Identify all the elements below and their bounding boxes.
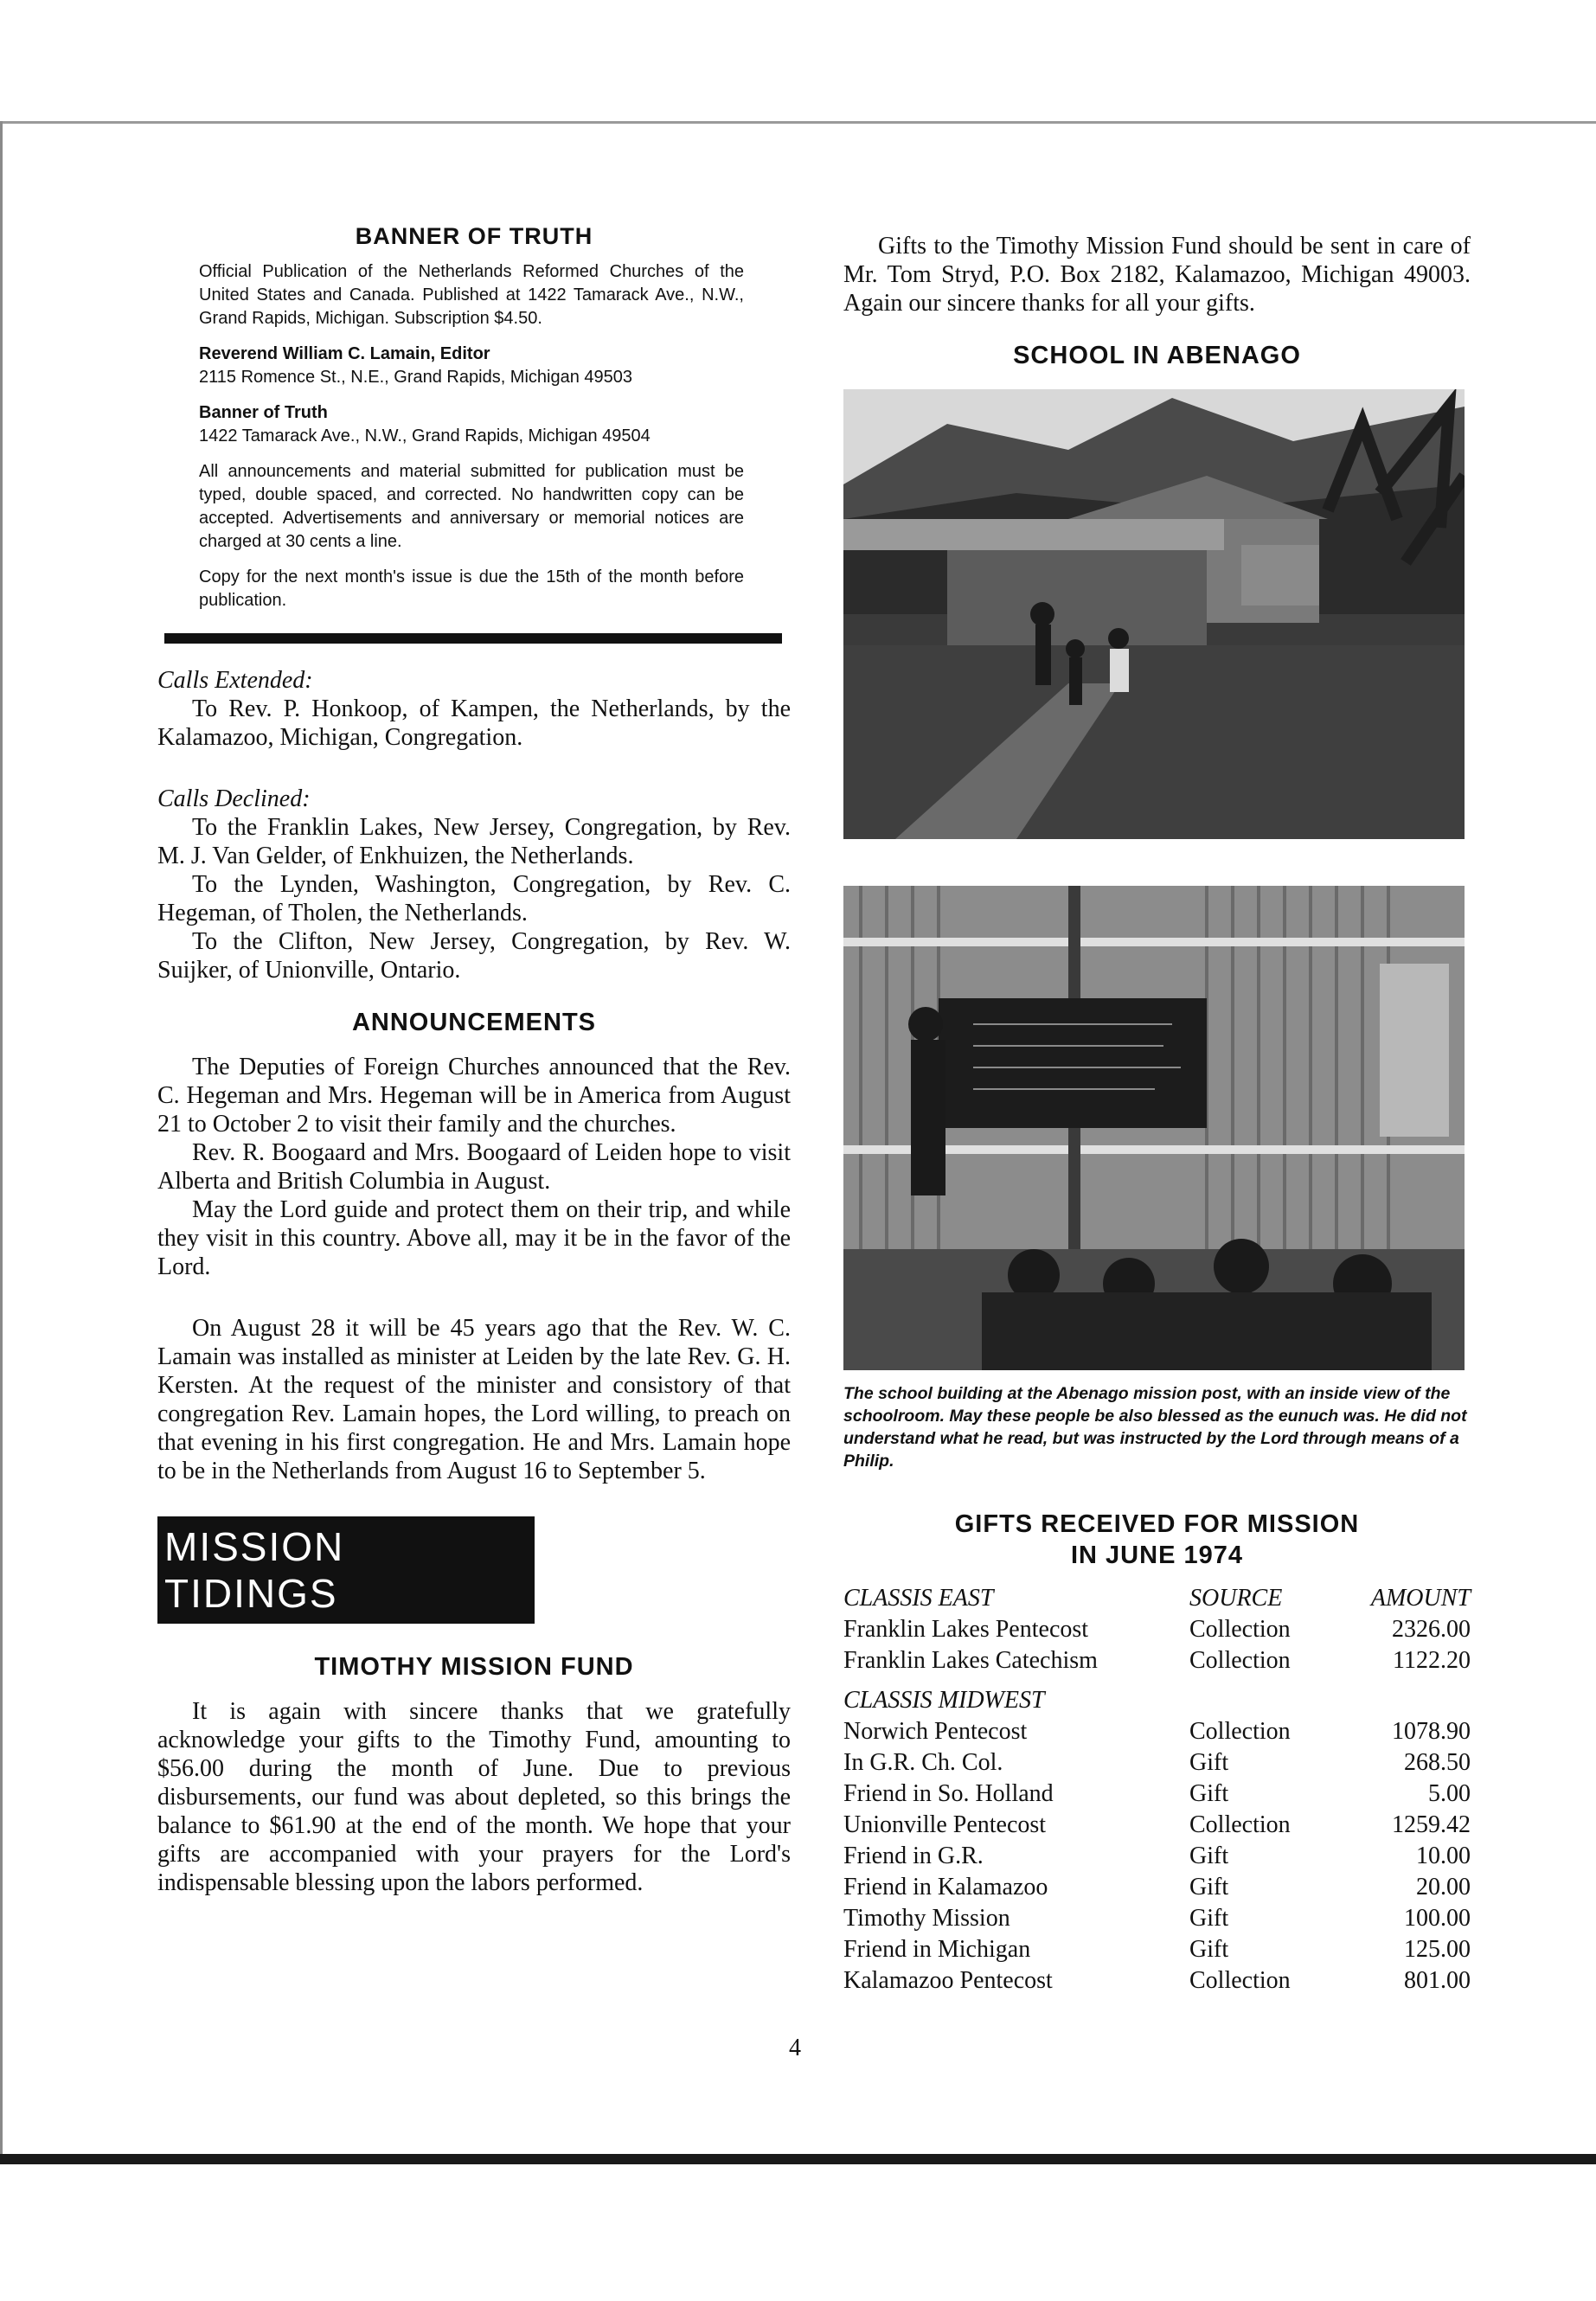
school-heading: SCHOOL IN ABENAGO xyxy=(1013,342,1301,369)
gift-source: Gift xyxy=(1189,1874,1229,1900)
masthead-title: BANNER OF TRUTH xyxy=(355,223,593,249)
header-source: SOURCE xyxy=(1189,1585,1283,1612)
gift-amount: 1259.42 xyxy=(1392,1811,1471,1838)
gift-amount: 5.00 xyxy=(1428,1780,1471,1807)
left-column xyxy=(157,223,791,1897)
gift-source: Collection xyxy=(1189,1811,1291,1838)
table-row xyxy=(843,1872,1471,1903)
calls-declined-heading: Calls Declined: xyxy=(157,785,311,812)
announcement-paragraph: The Deputies of Foreign Churches announced that the Rev. C. Hegeman and Mrs. Hegeman will be in America from August 21 to October 2 to visit their family and the churches. xyxy=(157,1054,791,1138)
announcement-paragraph: Rev. R. Boogaard and Mrs. Boogaard of Leiden hope to visit Alberta and British Columbia in August. xyxy=(157,1139,791,1195)
gift-name: Norwich Pentecost xyxy=(843,1718,1028,1745)
timothy-fund-paragraph: It is again with sincere thanks that we gratefully acknowledge your gifts to the Timothy Fund, amounting to $56.00 during the month of June. Due to previous disbursements, our fund was about depleted, so this brings the balance to $61.90 at the end of the month. We hope that your gifts are accompanied with your prayers for the Lord's indispensable blessing upon the labors performed. xyxy=(157,1698,791,1896)
gifts-midwest-header xyxy=(843,1685,1471,1716)
header-classis-east: CLASSIS EAST xyxy=(843,1585,994,1612)
gift-source: Collection xyxy=(1189,1967,1291,1994)
gifts-title xyxy=(843,1509,1471,1571)
announcements-heading: ANNOUNCEMENTS xyxy=(351,1009,597,1036)
gift-amount: 1122.20 xyxy=(1393,1647,1471,1674)
office-name: Banner of Truth xyxy=(199,403,328,422)
calls-extended-item: To Rev. P. Honkoop, of Kampen, the Netherlands, by the Kalamazoo, Michigan, Congregation. xyxy=(157,695,791,751)
table-row xyxy=(843,1614,1471,1645)
schoolroom-image xyxy=(843,886,1465,1370)
gift-name: In G.R. Ch. Col. xyxy=(843,1749,1003,1776)
table-row xyxy=(843,1810,1471,1841)
school-building-image xyxy=(843,389,1465,839)
announcement-paragraph: On August 28 it will be 45 years ago that the Rev. W. C. Lamain was installed as minister at Leiden by the late Rev. G. H. Kersten. At the request of the minister and consistory of that congregation Rev. Lamain hopes, the Lord willing, to preach on that evening in his first congregation. He and Mrs. Lamain hope to be in the Netherlands from August 16 to September 5. xyxy=(157,1315,791,1484)
gift-name: Franklin Lakes Catechism xyxy=(843,1647,1098,1674)
gifts-title-line1: GIFTS RECEIVED FOR MISSION xyxy=(954,1510,1360,1538)
editor-address: 2115 Romence St., N.E., Grand Rapids, Michigan 49503 xyxy=(199,368,633,387)
header-amount: AMOUNT xyxy=(1370,1585,1471,1612)
page-top-border xyxy=(0,121,1596,124)
gift-amount: 1078.90 xyxy=(1392,1718,1471,1745)
gift-source: Collection xyxy=(1189,1616,1291,1643)
gift-name: Unionville Pentecost xyxy=(843,1811,1047,1838)
header-classis-midwest: CLASSIS MIDWEST xyxy=(843,1687,1045,1714)
calls-declined-item: To the Clifton, New Jersey, Congregation, by Rev. W. Suijker, of Unionville, Ontario. xyxy=(157,928,791,984)
gift-amount: 100.00 xyxy=(1404,1905,1471,1932)
table-row xyxy=(843,1903,1471,1934)
gifts-table xyxy=(843,1583,1471,1997)
gift-source: Collection xyxy=(1189,1647,1291,1674)
calls-declined-item: To the Franklin Lakes, New Jersey, Congregation, by Rev. M. J. Van Gelder, of Enkhuizen, the Netherlands. xyxy=(157,814,791,869)
right-column xyxy=(843,232,1471,1997)
gifts-table-header xyxy=(843,1583,1471,1614)
gift-name: Friend in Kalamazoo xyxy=(843,1874,1048,1900)
page-left-border xyxy=(0,121,3,2163)
office-address: 1422 Tamarack Ave., N.W., Grand Rapids, Michigan 49504 xyxy=(199,426,651,445)
table-row xyxy=(843,1747,1471,1779)
table-row xyxy=(843,1779,1471,1810)
gift-name: Friend in Michigan xyxy=(843,1936,1031,1963)
deadline-note: Copy for the next month's issue is due the 15th of the month before publication. xyxy=(199,567,744,610)
gift-name: Kalamazoo Pentecost xyxy=(843,1967,1053,1994)
table-row xyxy=(843,1645,1471,1676)
page-bottom-border xyxy=(0,2154,1596,2164)
calls-declined-item: To the Lynden, Washington, Congregation, by Rev. C. Hegeman, of Tholen, the Netherlands. xyxy=(157,871,791,926)
editor-name: Reverend William C. Lamain, Editor xyxy=(199,344,490,363)
gift-amount: 125.00 xyxy=(1404,1936,1471,1963)
mission-tidings-banner: MISSION TIDINGS xyxy=(157,1516,535,1624)
gift-name: Friend in G.R. xyxy=(843,1843,984,1869)
timothy-fund-heading: TIMOTHY MISSION FUND xyxy=(314,1653,634,1681)
school-photo-caption: The school building at the Abenago mission post, with an inside view of the schoolroom. May these people be also blessed as the eunuch was. He did not understand what he read, but was instructed by the Lord through means of a Philip. xyxy=(843,1384,1467,1471)
gifts-title-line2: IN JUNE 1974 xyxy=(1071,1541,1243,1569)
table-row xyxy=(843,1716,1471,1747)
masthead-description: Official Publication of the Netherlands Reformed Churches of the United States and Canada. Published at 1422 Tamarack Ave., N.W., Grand Rapids, Michigan. Subscription $4.50. xyxy=(199,262,744,328)
gift-name: Franklin Lakes Pentecost xyxy=(843,1616,1089,1643)
school-building-photo xyxy=(843,389,1465,839)
announcement-paragraph: May the Lord guide and protect them on their trip, and while they visit in this country. Above all, may it be in the favor of the Lord. xyxy=(157,1196,791,1280)
table-row xyxy=(843,1841,1471,1872)
timothy-fund-continued: Gifts to the Timothy Mission Fund should be sent in care of Mr. Tom Stryd, P.O. Box 2182, Kalamazoo, Michigan 49003. Again our sincere thanks for all your gifts. xyxy=(843,233,1471,317)
masthead-editor xyxy=(199,343,744,389)
gift-source: Gift xyxy=(1189,1843,1229,1869)
schoolroom-photo xyxy=(843,886,1465,1370)
gift-name: Timothy Mission xyxy=(843,1905,1010,1932)
calls-extended-heading: Calls Extended: xyxy=(157,667,313,694)
masthead-divider xyxy=(164,633,782,644)
gift-source: Gift xyxy=(1189,1936,1229,1963)
page-number: 4 xyxy=(789,2035,801,2061)
table-row xyxy=(843,1934,1471,1965)
gift-amount: 10.00 xyxy=(1416,1843,1471,1869)
masthead-office xyxy=(199,401,744,448)
table-row xyxy=(843,1965,1471,1997)
submission-note: All announcements and material submitted for publication must be typed, double spaced, and corrected. No handwritten copy can be accepted. Advertisements and anniversary or memorial notices are charged at 30 cents a line. xyxy=(199,462,744,551)
gift-source: Collection xyxy=(1189,1718,1291,1745)
gift-amount: 268.50 xyxy=(1404,1749,1471,1776)
gift-amount: 20.00 xyxy=(1416,1874,1471,1900)
gift-name: Friend in So. Holland xyxy=(843,1780,1054,1807)
gift-source: Gift xyxy=(1189,1905,1229,1932)
gift-source: Gift xyxy=(1189,1780,1229,1807)
gift-amount: 2326.00 xyxy=(1392,1616,1471,1643)
gift-amount: 801.00 xyxy=(1404,1967,1471,1994)
gift-source: Gift xyxy=(1189,1749,1229,1776)
